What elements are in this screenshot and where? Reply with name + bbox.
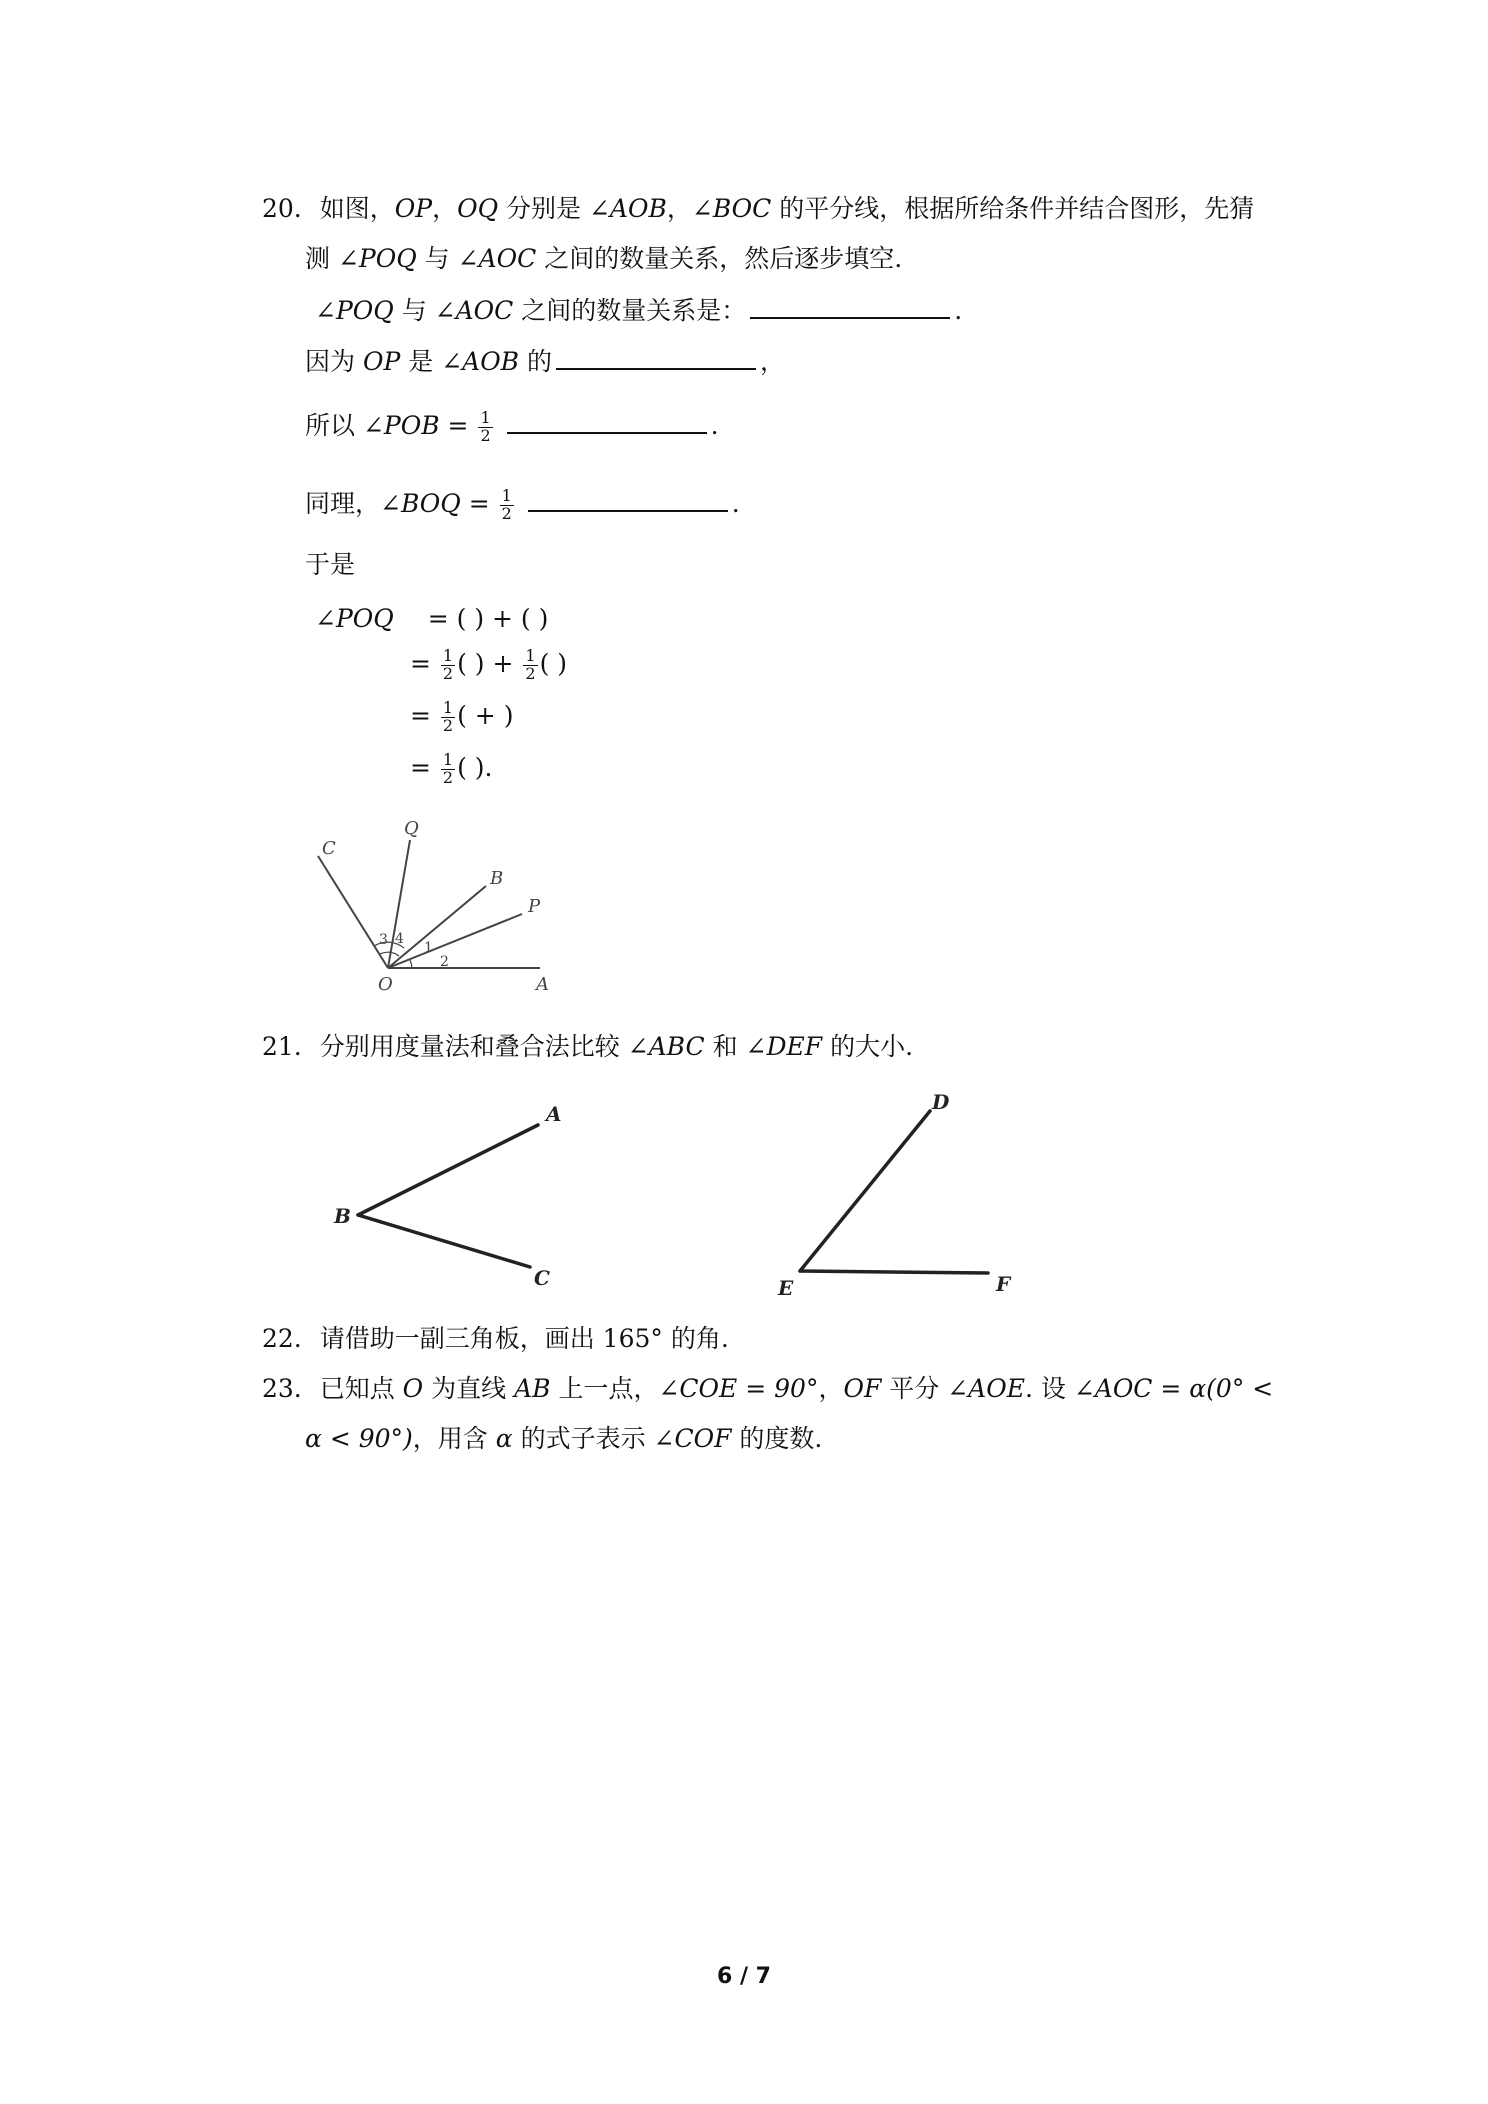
q20-line1: 20. 如图，OP，OQ 分别是 ∠AOB，∠BOC 的平分线，根据所给条件并结合图形，先猜 — [262, 194, 1255, 223]
label-P: P — [528, 896, 541, 917]
answer-blank[interactable] — [556, 364, 756, 370]
segment-BA — [358, 1125, 538, 1215]
answer-blank[interactable] — [507, 428, 707, 434]
q21-number: 21. — [262, 1032, 302, 1061]
label-B: B — [490, 868, 504, 889]
angle-arc — [410, 960, 412, 968]
ray-OQ — [388, 840, 410, 968]
segment-ED — [800, 1111, 930, 1271]
q20-line2: 测 ∠POQ 与 ∠AOC 之间的数量关系，然后逐步填空. — [305, 244, 903, 273]
q20-derivation-row3: = $\frac{1}{2}$ ( + ) — [410, 698, 514, 735]
q21-line: 21. 分别用度量法和叠合法比较 ∠ABC 和 ∠DEF 的大小. — [262, 1032, 914, 1061]
page-number: 6 / 7 — [717, 1964, 771, 1989]
ray-OP — [388, 914, 522, 968]
answer-blank[interactable] — [528, 506, 728, 512]
q23-number: 23. — [262, 1374, 302, 1403]
q20-number: 20. — [262, 194, 302, 223]
label-A: A — [546, 1102, 562, 1126]
label-D: D — [932, 1090, 950, 1114]
q20-yushi: 于是 — [305, 550, 356, 579]
ray-OB — [388, 886, 486, 968]
figure-21-angles — [320, 1085, 1040, 1305]
q22-line: 22. 请借助一副三角板，画出 165° 的角. — [262, 1324, 729, 1353]
fraction-half: $\frac{1}{2}$ — [501, 486, 512, 523]
label-1: 1 — [424, 940, 433, 956]
segment-EF — [800, 1271, 988, 1273]
label-3: 3 — [379, 932, 388, 948]
fraction-half: $\frac{1}{2}$ — [480, 408, 491, 445]
label-B: B — [334, 1204, 351, 1228]
ray-OC — [318, 856, 388, 968]
q20-derivation-row4: = $\frac{1}{2}$ ( ). — [410, 750, 493, 787]
q23-line2: α < 90°)，用含 α 的式子表示 ∠COF 的度数. — [305, 1424, 823, 1453]
q23-line1: 23. 已知点 O 为直线 AB 上一点，∠COE = 90°，OF 平分 ∠AOE. 设 ∠AOC = α(0° < — [262, 1374, 1274, 1403]
q20-derivation-row2: = $\frac{1}{2}$ ( ) + $\frac{1}{2}$ ( ) — [410, 646, 568, 683]
label-O: O — [378, 974, 393, 995]
label-E: E — [778, 1276, 794, 1300]
q20-derivation-row1: ∠POQ = ( ) + ( ) — [315, 604, 549, 633]
label-C: C — [322, 838, 336, 859]
label-C: C — [534, 1266, 550, 1290]
q20-line6: 同理，∠BOQ = $\frac{1}{2}$ . — [305, 486, 740, 523]
label-4: 4 — [395, 931, 404, 947]
label-Q: Q — [404, 818, 419, 839]
q20-line4: 因为 OP 是 ∠AOB 的 ， — [305, 347, 786, 376]
q20-line3: ∠POQ 与 ∠AOC 之间的数量关系是： . — [315, 296, 963, 325]
q22-number: 22. — [262, 1324, 302, 1353]
q20-line5: 所以 ∠POB = $\frac{1}{2}$ . — [305, 408, 719, 445]
label-2: 2 — [440, 954, 449, 970]
figure-20-angles — [300, 810, 580, 1000]
label-F: F — [996, 1272, 1011, 1296]
label-A: A — [536, 974, 549, 995]
segment-BC — [358, 1215, 530, 1267]
answer-blank[interactable] — [750, 313, 950, 319]
